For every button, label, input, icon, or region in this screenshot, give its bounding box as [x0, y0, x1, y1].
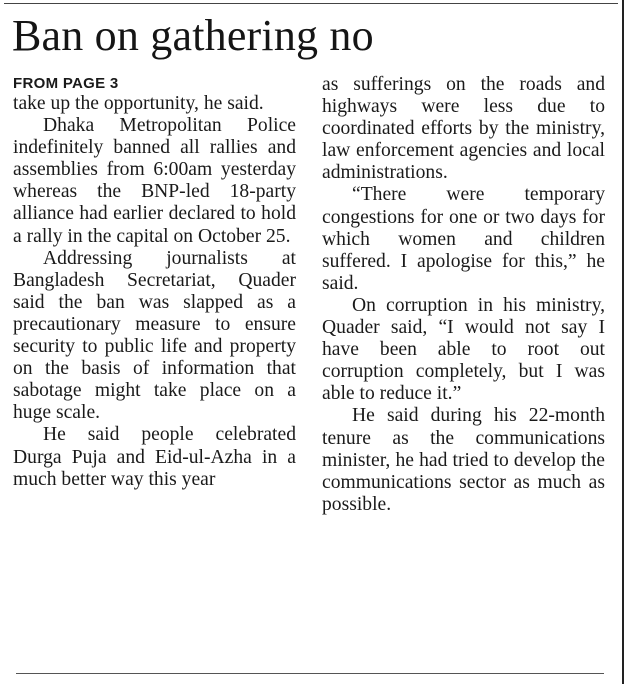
paragraph: On corruption in his ministry, Quader said, “I would not say I have been able to root out corruption completely, but I was able to reduce it.”	[322, 294, 605, 405]
paragraph: as sufferings on the roads and highways were less due to coordinated efforts by the ministry, law enforcement agencies and local administrations.	[322, 74, 605, 184]
paragraph: Addressing journalists at Bangladesh Secretariat, Quader said the ban was slapped as a precautionary measure to ensure security to public life and property on the basis of information that sabotage might take place on a huge scale.	[13, 247, 296, 424]
paragraph: “There were temporary congestions for one or two days for which women and children suffered. I apologise for this,” he said.	[322, 184, 605, 294]
top-rule	[4, 3, 618, 4]
paragraph: He said people celebrated Durga Puja and Eid-ul-Azha in a much better way this year	[13, 424, 296, 490]
headline: Ban on gathering no	[12, 11, 374, 60]
right-column	[322, 74, 605, 516]
paragraph: Dhaka Metropolitan Police indefinitely banned all rallies and assemblies from 6:00am yesterday whereas the BNP-led 18-party alliance had earlier declared to hold a rally in the capital on October 25.	[13, 115, 296, 247]
bottom-rule	[16, 673, 604, 674]
dateline: FROM PAGE 3	[13, 75, 119, 92]
paragraph: take up the opportunity, he said.	[13, 93, 264, 114]
left-column	[13, 74, 296, 491]
paragraph: He said during his 22-month tenure as the communications minister, he had tried to develop the communications sector as much as possible.	[322, 405, 605, 515]
